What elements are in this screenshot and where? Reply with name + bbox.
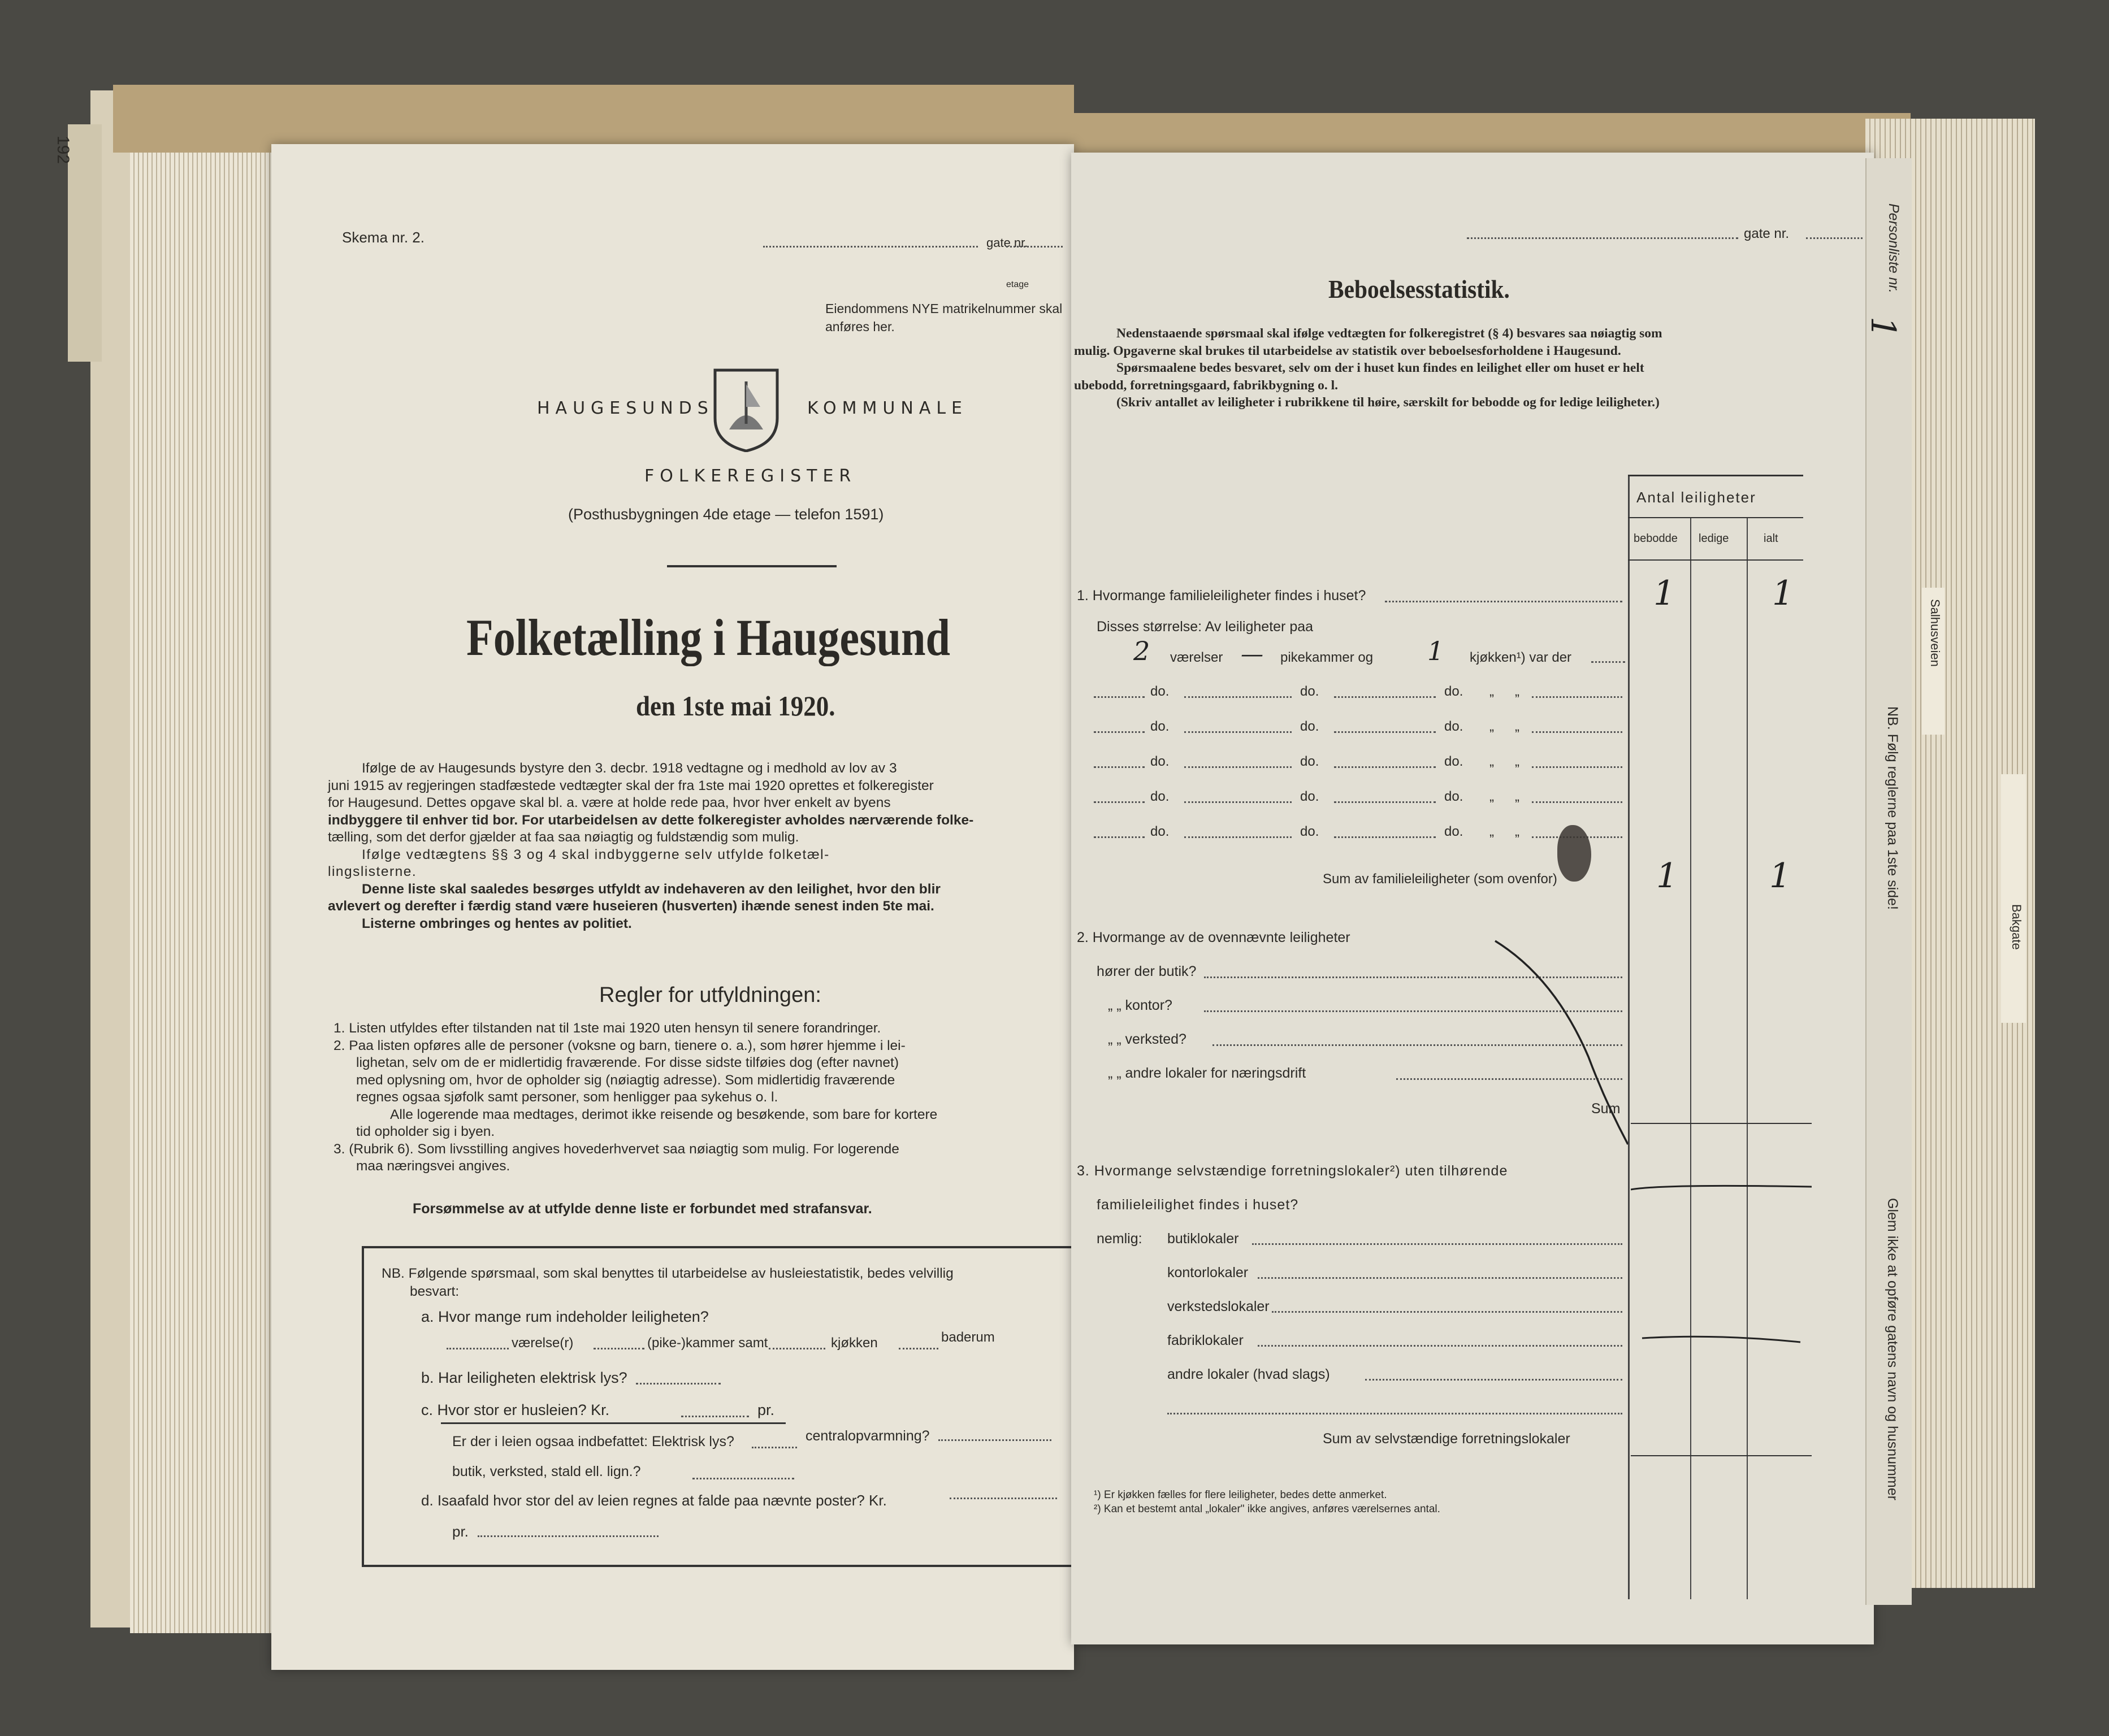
- cost-share-per-field[interactable]: [478, 1535, 659, 1537]
- intro-line: Listerne ombringes og hentes av politiet.: [362, 915, 632, 931]
- do-field[interactable]: [1334, 731, 1436, 733]
- census-date: den 1ste mai 1920.: [636, 690, 835, 722]
- do-field[interactable]: [1334, 836, 1436, 838]
- gate-nr-line: [1806, 237, 1863, 239]
- q3-shops: butiklokaler: [1167, 1231, 1239, 1247]
- first-row-leader: [1591, 661, 1625, 663]
- footnote-2: ²) Kan et bestemt antal „lokaler" ikke angives, anføres værelsernes antal.: [1094, 1503, 1440, 1515]
- sum-fam-bebodde[interactable]: 1: [1656, 856, 1678, 896]
- do-label: do.: [1150, 824, 1170, 839]
- q3-other: andre lokaler (hvad slags): [1167, 1366, 1330, 1382]
- intro-line: for Haugesund. Dettes opgave skal bl. a. være at holde rede paa, hvor hver enkelt av byens: [328, 795, 891, 810]
- question-c: c. Hvor stor er husleien? Kr.: [421, 1401, 610, 1418]
- do-row: [1094, 824, 1625, 841]
- do-leader: [1532, 696, 1622, 698]
- col-ialt: ialt: [1764, 532, 1778, 545]
- kitchen-answer[interactable]: 1: [1427, 636, 1444, 666]
- gate-line: [763, 246, 978, 248]
- rule-line: tid opholder sig i byen.: [356, 1124, 495, 1139]
- do-field[interactable]: [1094, 836, 1145, 838]
- do-field[interactable]: [1094, 696, 1145, 698]
- ditto-mark: „: [1515, 754, 1519, 769]
- pen-strokes: [1631, 1175, 1812, 1345]
- q3-workshops: verkstedslokaler: [1167, 1299, 1270, 1314]
- rule-line: lighetan, selv om de er midlertidig fraværende. For disse sidste tilføies dog (efter navnet): [356, 1055, 899, 1070]
- intro-line: Ifølge de av Haugesunds bystyre den 3. decbr. 1918 vedtagne og i medhold av lov av 3: [362, 761, 897, 776]
- side-glem-note: Glem ikke at opføre gatens navn og husnummer: [1885, 1198, 1900, 1500]
- ditto-mark: „: [1489, 824, 1494, 839]
- intro-line: Ifølge vedtægtens §§ 3 og 4 skal indbyggerne selv utfylde folketæl-: [362, 847, 830, 862]
- do-label: do.: [1444, 824, 1463, 839]
- gate-line: [1467, 237, 1738, 239]
- q3-sum: Sum av selvstændige forretningslokaler: [1323, 1431, 1570, 1447]
- intro-line: ubebodd, forretningsgaard, fabrikbygning o. l.: [1074, 377, 1339, 393]
- rooms-answer[interactable]: 2: [1133, 636, 1150, 666]
- side-strip: [1865, 158, 1912, 1605]
- do-label: do.: [1150, 684, 1170, 699]
- municipality-left: HAUGESUNDS: [537, 398, 714, 418]
- tab-salhusveien: [1922, 588, 1945, 735]
- brown-cover-left: [113, 85, 1074, 153]
- q3-factories: fabriklokaler: [1167, 1333, 1244, 1348]
- ink-blot: [1557, 825, 1591, 882]
- table-top-rule: [1628, 475, 1803, 476]
- do-label: do.: [1150, 754, 1170, 769]
- question-c2: Er der i leien ogsaa indbefattet: Elektrisk lys?: [452, 1434, 734, 1449]
- size-label: Disses størrelse: Av leiligheter paa: [1097, 619, 1314, 635]
- q3-sum-rule: [1631, 1455, 1812, 1456]
- table-header-rule: [1628, 559, 1803, 561]
- rules-list: [334, 1020, 1068, 1175]
- statistics-intro: [1074, 325, 1877, 411]
- do-label: do.: [1150, 789, 1170, 804]
- rule-line: 2. Paa listen opføres alle de personer (voksne og barn, tienere o. a.), som hører hjemme i lei-: [334, 1038, 906, 1053]
- intro-line: Nedenstaaende spørsmaal skal ifølge vedtægten for folkeregistret (§ 4) besvares saa nøiagtig som: [1116, 326, 1662, 341]
- tab-bakgate: [2001, 774, 2026, 1023]
- table-header-rule: [1628, 517, 1803, 518]
- question-3-line-1: 3. Hvormange selvstændige forretningslokaler²) uten tilhørende: [1077, 1163, 1508, 1179]
- q2-sum: Sum: [1591, 1101, 1621, 1117]
- page-stack-left: [130, 107, 277, 1633]
- table-col-line: [1747, 517, 1748, 1599]
- statistics-title: Beboelsesstatistik.: [1328, 275, 1510, 303]
- col-bebodde: bebodde: [1634, 532, 1678, 545]
- ditto-mark: „: [1489, 684, 1494, 699]
- rules-heading: Regler for utfyldningen:: [599, 983, 821, 1007]
- registry-address: (Posthusbygningen 4de etage — telefon 1591): [568, 506, 884, 523]
- rent-per-label: pr.: [757, 1401, 775, 1418]
- do-leader: [1532, 766, 1622, 768]
- do-field[interactable]: [1184, 836, 1292, 838]
- rooms-field[interactable]: [447, 1348, 509, 1349]
- question-a: a. Hvor mange rum indeholder leiligheten?: [421, 1308, 709, 1325]
- sum-fam-ialt[interactable]: 1: [1769, 856, 1791, 896]
- do-label: do.: [1300, 754, 1319, 769]
- intro-line: tælling, som det derfor gjælder at faa saa nøiagtig og fuldstændig som mulig.: [328, 830, 799, 845]
- intro-line: avlevert og derefter i færdig stand være huseieren (husverten) ihænde senest inden 5te mai.: [328, 899, 934, 914]
- central-heating-label: centralopvarmning?: [806, 1428, 930, 1444]
- q3-extra-leader: [1167, 1413, 1622, 1414]
- rule-line: 3. (Rubrik 6). Som livsstilling angives hovederhvervet saa nøiagtig som mulig. For logerende: [334, 1141, 899, 1157]
- intro-line: indbyggere til enhver tid bor. For utarbeidelsen av dette folkeregister avholdes nærværende folke-: [328, 812, 974, 828]
- q1-ialt-answer[interactable]: 1: [1772, 574, 1794, 613]
- do-label: do.: [1300, 684, 1319, 699]
- question-c3: butik, verksted, stald ell. lign.?: [452, 1464, 641, 1479]
- registry-name: FOLKEREGISTER: [644, 466, 857, 486]
- do-field[interactable]: [1334, 696, 1436, 698]
- do-row: [1094, 754, 1625, 771]
- do-field[interactable]: [1094, 731, 1145, 733]
- skema-number: Skema nr. 2.: [342, 229, 425, 246]
- spine-label: 192: [54, 136, 72, 164]
- do-label: do.: [1444, 789, 1463, 804]
- personliste-label: Personliste nr.: [1886, 203, 1902, 293]
- coat-of-arms-icon: [712, 367, 780, 452]
- gate-nr-label: gate nr.: [1744, 226, 1790, 241]
- matrikkel-note-1: Eiendommens NYE matrikelnummer skal: [825, 301, 1063, 316]
- right-page: [1071, 153, 1874, 1644]
- bathroom-field[interactable]: [899, 1348, 938, 1349]
- spine-strip: [68, 124, 102, 362]
- do-leader: [1532, 731, 1622, 733]
- side-nb-note: NB. Følg reglerne paa 1ste side!: [1885, 706, 1900, 910]
- do-field[interactable]: [1094, 766, 1145, 768]
- personliste-number[interactable]: 1: [1863, 316, 1903, 338]
- kitchen-label: kjøkken: [831, 1335, 878, 1351]
- cost-share-per-label: pr.: [452, 1523, 469, 1540]
- rent-underline: [441, 1422, 786, 1424]
- q2-shop: hører der butik?: [1097, 964, 1197, 979]
- question-2: 2. Hvormange av de ovennævnte leiligheter: [1077, 930, 1350, 945]
- nb-line-1: NB. Følgende spørsmaal, som skal benyttes til utarbeidelse av husleiestatistik, bedes velvillig: [382, 1266, 954, 1281]
- do-label: do.: [1300, 789, 1319, 804]
- do-label: do.: [1444, 684, 1463, 699]
- ditto-mark: „: [1489, 754, 1494, 769]
- rule-line: Alle logerende maa medtages, derimot ikke reisende og besøkende, som bare for kortere: [390, 1106, 938, 1122]
- q2-sum-rule: [1631, 1123, 1812, 1124]
- rule-line: med oplysning om, hvor de opholder sig (nøiagtig adresse). Som midlertidig fraværende: [356, 1072, 895, 1088]
- do-label: do.: [1300, 719, 1319, 734]
- table-header: Antal leiligheter: [1636, 489, 1756, 506]
- rooms-label: værelser: [1170, 650, 1223, 665]
- maid-room-field[interactable]: [594, 1348, 644, 1349]
- q3-offices-leader: [1258, 1277, 1622, 1279]
- matrikkel-note-2: anføres her.: [825, 319, 895, 334]
- do-field[interactable]: [1334, 801, 1436, 803]
- nb-line-2: besvart:: [410, 1284, 460, 1299]
- rule-line: 1. Listen utfyldes efter tilstanden nat til 1ste mai 1920 uten hensyn til senere forandringer.: [334, 1021, 881, 1036]
- rooms-label: værelse(r): [512, 1335, 574, 1351]
- intro-line: Denne liste skal saaledes besørges utfyldt av indehaveren av den leilighet, hvor den blir: [362, 881, 941, 897]
- etage-label: etage: [1006, 280, 1029, 289]
- left-page: [271, 144, 1074, 1670]
- electric-included-field[interactable]: [752, 1447, 797, 1448]
- ditto-mark: „: [1489, 719, 1494, 734]
- sum-family-flats: Sum av familieleiligheter (som ovenfor): [1323, 871, 1557, 887]
- maid-room-label: (pike-)kammer samt: [647, 1335, 768, 1351]
- do-field[interactable]: [1184, 801, 1292, 803]
- intro-text: [328, 760, 1063, 932]
- question-d: d. Isaafald hvor stor del av leien regnes at falde paa nævnte poster? Kr.: [421, 1492, 887, 1509]
- do-row: [1094, 789, 1625, 806]
- q1-bebodde-answer[interactable]: 1: [1653, 574, 1675, 613]
- table-col-line: [1690, 517, 1691, 1599]
- central-heating-field[interactable]: [938, 1439, 1051, 1441]
- ditto-mark: „: [1489, 789, 1494, 804]
- kitchen-field[interactable]: [769, 1348, 825, 1349]
- penalty-notice: Forsømmelse av at utfylde denne liste er forbundet med strafansvar.: [413, 1201, 872, 1217]
- intro-line: juni 1915 av regjeringen stadfæstede vedtægter skal der fra 1ste mai 1920 oprettes et folkeregister: [328, 778, 934, 793]
- intro-line: mulig. Opgaverne skal brukes til utarbeidelse av statistik over beboelsesforholdene i Haugesund.: [1074, 343, 1621, 358]
- do-field[interactable]: [1184, 731, 1292, 733]
- q2-other: „ „ andre lokaler for næringsdrift: [1108, 1065, 1306, 1081]
- col-ledige: ledige: [1699, 532, 1729, 545]
- do-label: do.: [1150, 719, 1170, 734]
- q2-workshop: „ „ verksted?: [1108, 1031, 1186, 1047]
- divider-rule: [667, 565, 837, 567]
- census-title: Folketælling i Haugesund: [466, 609, 951, 666]
- intro-line: lingslisterne.: [328, 864, 417, 879]
- do-row: [1094, 684, 1625, 701]
- ditto-mark: „: [1515, 824, 1519, 839]
- ditto-mark: „: [1515, 789, 1519, 804]
- do-field[interactable]: [1184, 696, 1292, 698]
- rule-line: regnes ogsaa sjøfolk samt personer, som henligger paa sykehus o. l.: [356, 1090, 778, 1105]
- do-label: do.: [1300, 824, 1319, 839]
- ditto-mark: „: [1515, 684, 1519, 699]
- q3-workshops-leader: [1272, 1311, 1622, 1313]
- do-row: [1094, 719, 1625, 736]
- tab-label: Salhusveien: [1928, 599, 1942, 667]
- intro-line: Spørsmaalene bedes besvaret, selv om der i huset kun findes en leilighet eller om huset er helt: [1116, 361, 1644, 375]
- do-label: do.: [1444, 719, 1463, 734]
- q3-offices: kontorlokaler: [1167, 1265, 1249, 1281]
- maid-room-answer[interactable]: —: [1241, 641, 1263, 667]
- municipality-right: KOMMUNALE: [807, 398, 968, 418]
- tab-label: Bakgate: [2010, 904, 2024, 950]
- do-label: do.: [1444, 754, 1463, 769]
- gate-nr-label: gate nr.: [986, 236, 1028, 250]
- do-field[interactable]: [1334, 766, 1436, 768]
- q1-leader: [1385, 601, 1622, 602]
- do-field[interactable]: [1184, 766, 1292, 768]
- do-leader: [1532, 801, 1622, 803]
- cost-share-field[interactable]: [950, 1498, 1057, 1499]
- q3-nemlig: nemlig:: [1097, 1231, 1142, 1247]
- rule-line: maa næringsvei angives.: [356, 1158, 510, 1174]
- question-b: b. Har leiligheten elektrisk lys?: [421, 1369, 627, 1386]
- gate-nr-line: [1006, 246, 1063, 248]
- strike-through-mark: [1492, 938, 1628, 1147]
- shop-included-field[interactable]: [692, 1478, 794, 1479]
- electric-light-field[interactable]: [636, 1383, 721, 1385]
- intro-line: (Skriv antallet av leiligheter i rubrikkene til høire, særskilt for bebodde og for ledige leiligheter.): [1116, 395, 1660, 410]
- do-field[interactable]: [1094, 801, 1145, 803]
- table-col-line: [1628, 475, 1630, 1599]
- question-1: 1. Hvormange familieleiligheter findes i huset?: [1077, 588, 1366, 604]
- ditto-mark: „: [1515, 719, 1519, 734]
- q2-office: „ „ kontor?: [1108, 997, 1172, 1013]
- q3-other-leader: [1365, 1379, 1622, 1381]
- kitchen-label: kjøkken¹) var der: [1470, 650, 1572, 665]
- q3-shops-leader: [1252, 1243, 1622, 1245]
- rent-amount-field[interactable]: [681, 1416, 749, 1417]
- maid-room-label: pikekammer og: [1280, 650, 1374, 665]
- bathroom-label: baderum: [941, 1330, 995, 1345]
- q3-factories-leader: [1258, 1345, 1622, 1347]
- question-3-line-2: familieleilighet findes i huset?: [1097, 1197, 1299, 1213]
- footnote-1: ¹) Er kjøkken fælles for flere leiligheter, bedes dette anmerket.: [1094, 1489, 1387, 1501]
